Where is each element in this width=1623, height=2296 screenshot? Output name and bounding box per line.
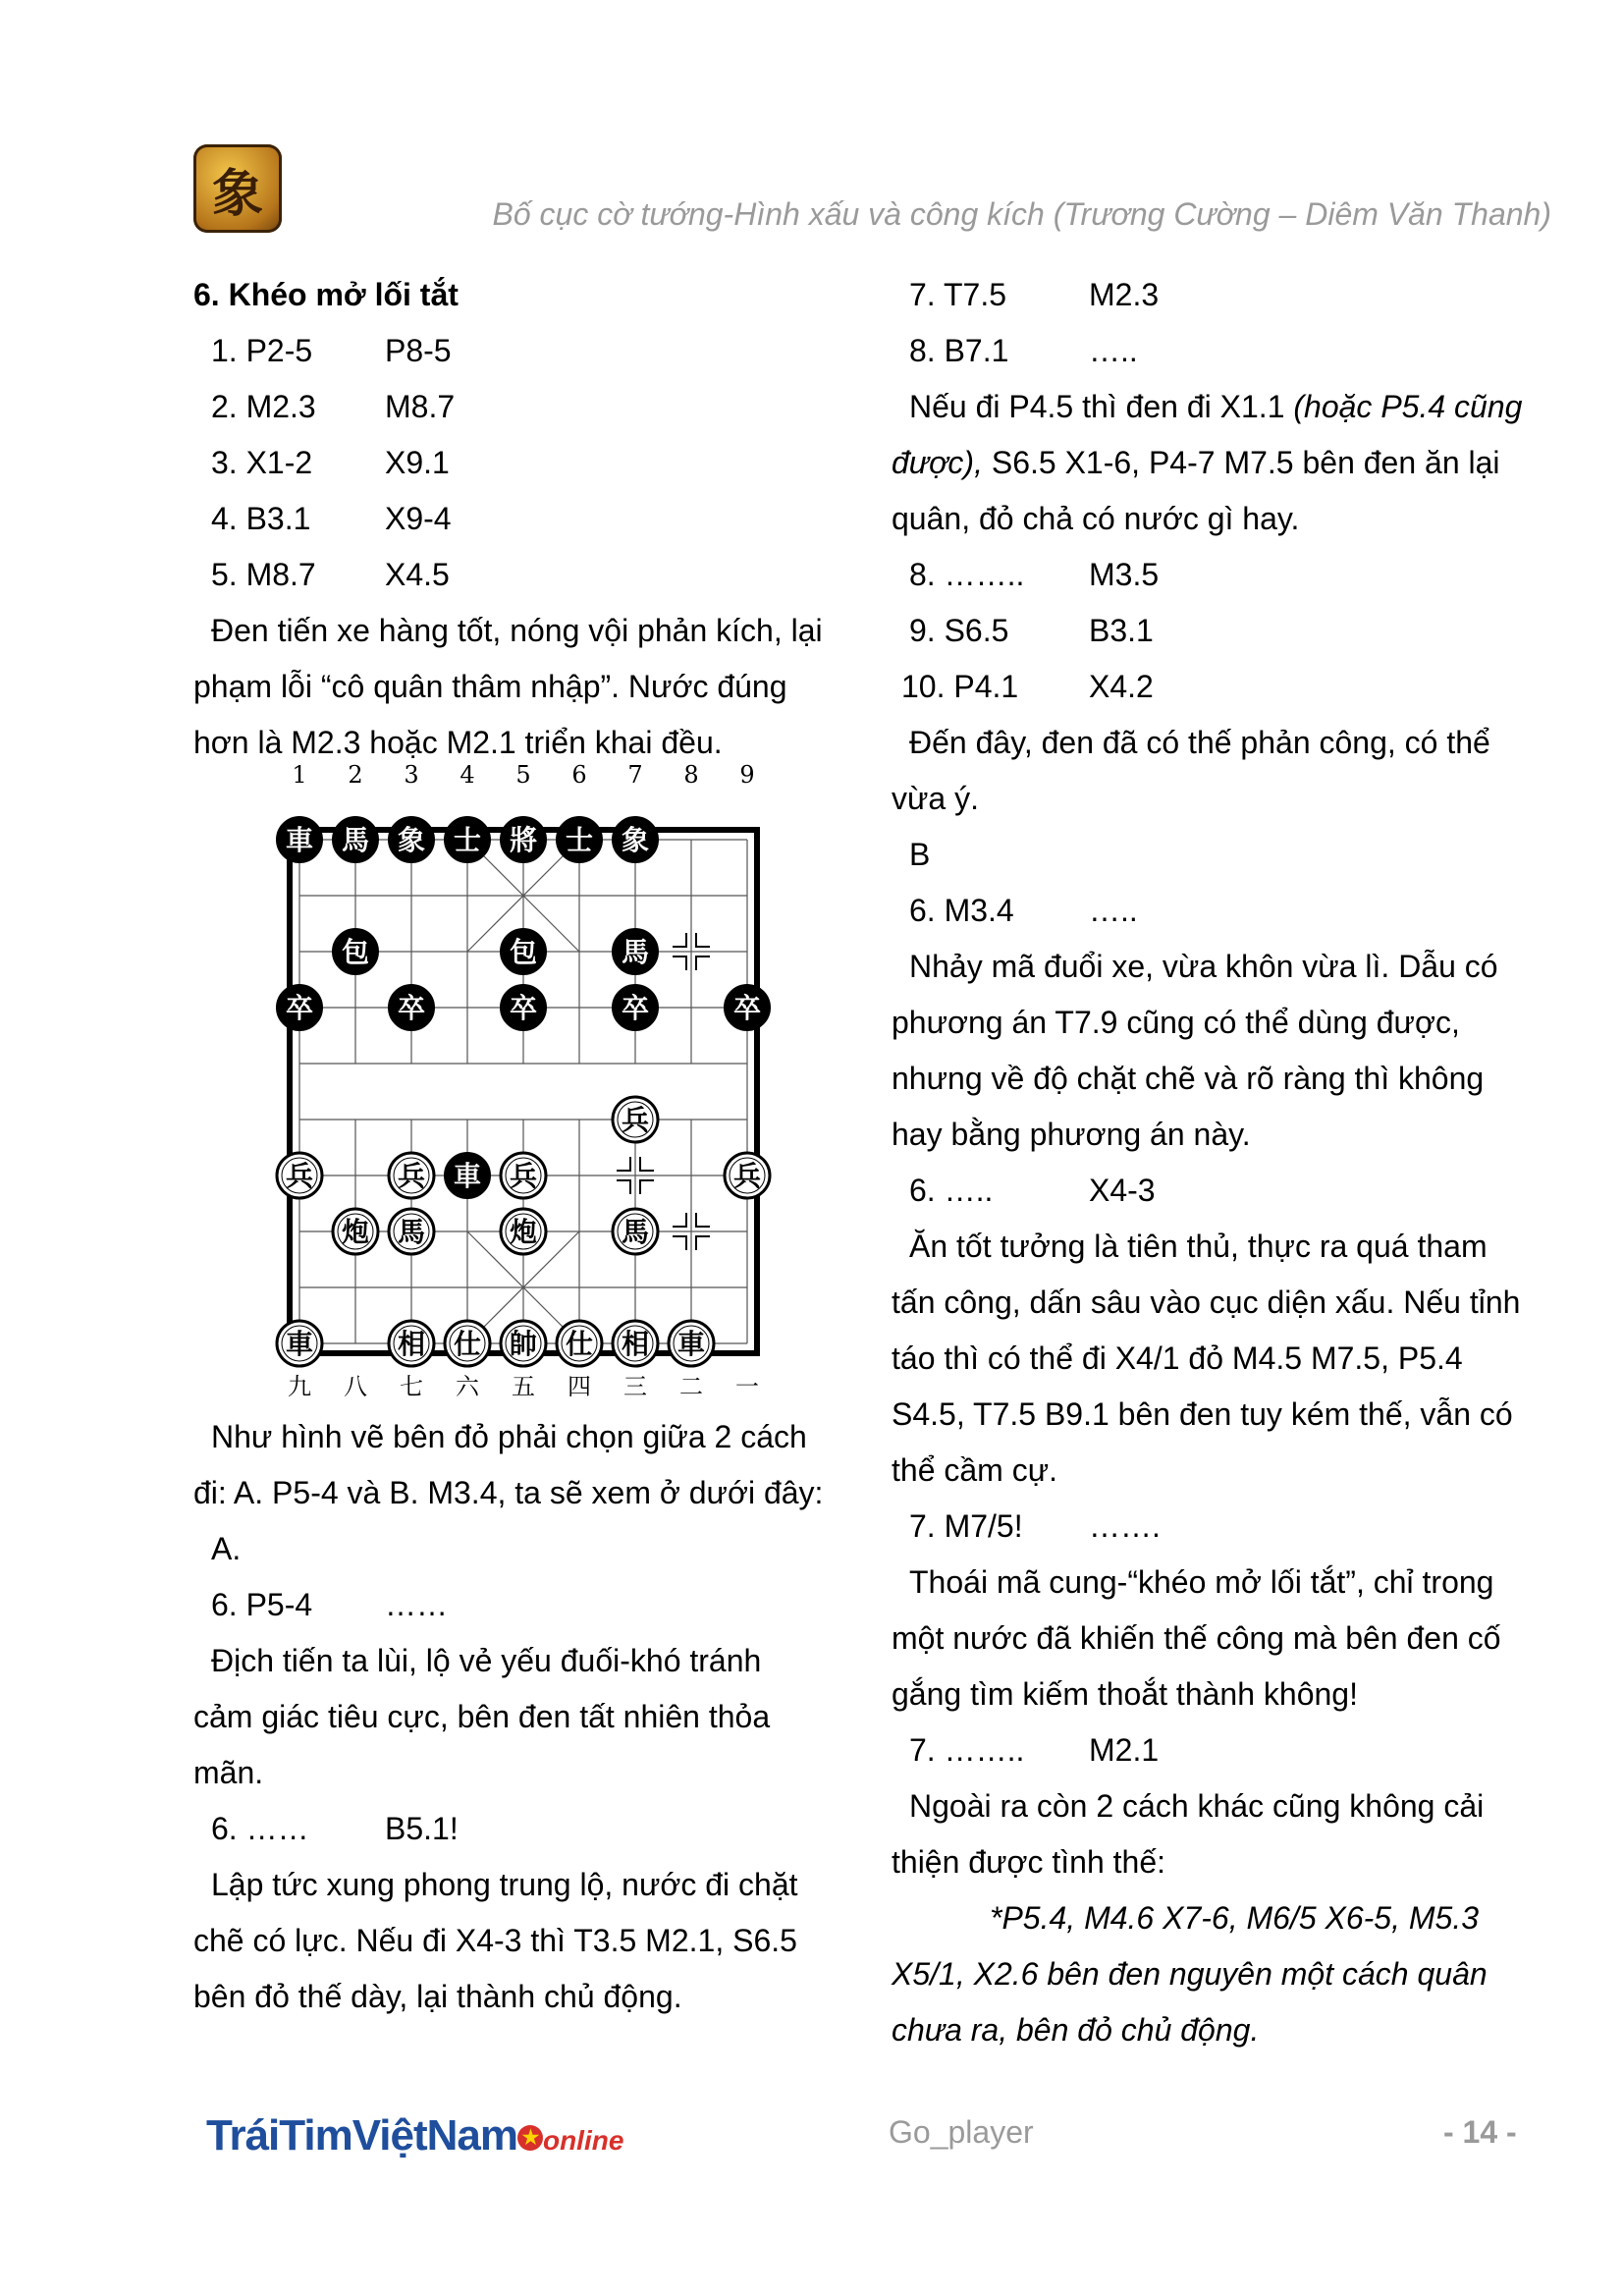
red-move: 7. …….. <box>909 1732 1025 1768</box>
red-move: 8. …….. <box>909 557 1025 592</box>
paragraph-line: Đen tiến xe hàng tốt, nóng vội phản kích, lại <box>211 613 823 648</box>
paragraph-line: S4.5, T7.5 B9.1 bên đen tuy kém thế, vẫn có <box>892 1396 1513 1432</box>
paragraph-line: tấn công, dấn sâu vào cục diện xấu. Nếu tỉnh <box>892 1285 1521 1320</box>
xiangqi-board-figure <box>265 761 785 1409</box>
black-move: M8.7 <box>385 389 456 424</box>
piece-char: 馬 <box>621 1216 650 1248</box>
paragraph-line: thể cầm cự. <box>892 1452 1058 1488</box>
footer-site-logo <box>206 2111 623 2160</box>
file-label-top: 4 <box>460 761 475 789</box>
black-move: P8-5 <box>385 333 452 368</box>
position-marker <box>696 1213 710 1227</box>
piece-char: 相 <box>621 1328 650 1360</box>
piece-char: 兵 <box>732 1160 762 1192</box>
piece-char: 車 <box>285 824 314 856</box>
paragraph-line: phạm lỗi “cô quân thâm nhập”. Nước đúng <box>193 669 787 704</box>
logo-char: 象 <box>211 163 263 224</box>
variation-label: B <box>909 837 931 872</box>
move-row <box>193 435 881 491</box>
piece-char: 士 <box>565 824 594 856</box>
piece-char: 士 <box>453 824 482 856</box>
paragraph-line: quân, đỏ chả có nước gì hay. <box>892 501 1300 536</box>
black-move: X9.1 <box>385 445 450 480</box>
file-label-top: 6 <box>571 761 587 789</box>
app-logo <box>193 144 282 233</box>
move-row <box>892 883 1569 939</box>
position-marker <box>696 1236 710 1250</box>
piece-char: 象 <box>621 824 650 856</box>
italic-run: (hoặc P5.4 cũng <box>1293 389 1523 424</box>
file-label-bottom: 六 <box>456 1373 479 1400</box>
position-marker <box>673 933 686 947</box>
paragraph-line: Thoái mã cung-“khéo mở lối tắt”, chỉ trong <box>909 1564 1494 1600</box>
italic-run: được), <box>892 445 983 480</box>
paragraph-line: phương án T7.9 cũng có thể dùng được, <box>892 1005 1460 1040</box>
piece-char: 仕 <box>453 1328 482 1360</box>
file-label-top: 7 <box>627 761 643 789</box>
piece-char: 相 <box>397 1328 426 1360</box>
piece-char: 帥 <box>509 1328 538 1360</box>
piece-char: 卒 <box>621 992 650 1024</box>
paragraph-line: hơn là M2.3 hoặc M2.1 triển khai đều. <box>193 725 723 760</box>
xiangqi-board <box>265 761 785 1409</box>
file-label-top: 5 <box>515 761 531 789</box>
paragraph-line <box>892 379 1569 435</box>
file-label-top: 9 <box>739 761 755 789</box>
black-move: X9-4 <box>385 501 452 536</box>
paragraph-line: Ngoài ra còn 2 cách khác cũng không cải <box>909 1788 1485 1824</box>
black-move: X4-3 <box>1089 1173 1156 1208</box>
red-move: 10. P4.1 <box>901 669 1019 704</box>
black-move: M2.3 <box>1089 277 1160 312</box>
red-move: 8. B7.1 <box>909 333 1009 368</box>
variation-label: A. <box>211 1531 242 1566</box>
piece-char: 馬 <box>621 936 650 968</box>
red-move: 3. X1-2 <box>211 445 313 480</box>
left-column-lower <box>193 1409 881 2025</box>
paragraph-line: *P5.4, M4.6 X7-6, M6/5 X6-5, M5.3 <box>990 1900 1480 1936</box>
piece-char: 將 <box>509 824 538 856</box>
file-label-bottom: 三 <box>623 1373 647 1400</box>
red-move: 5. M8.7 <box>211 557 316 592</box>
move-row <box>193 379 881 435</box>
move-row <box>892 1722 1569 1778</box>
move-row <box>892 603 1569 659</box>
red-move: 6. P5-4 <box>211 1587 313 1622</box>
position-marker <box>673 957 686 970</box>
left-column <box>193 267 881 771</box>
piece-char: 馬 <box>341 824 370 856</box>
piece-char: 仕 <box>565 1328 594 1360</box>
paragraph-line: Như hình vẽ bên đỏ phải chọn giữa 2 cách <box>211 1419 807 1454</box>
file-label-bottom: 八 <box>344 1373 367 1400</box>
position-marker <box>673 1236 686 1250</box>
page-header-title: Bố cục cờ tướng-Hình xấu và công kích (Trương Cường – Diêm Văn Thanh) <box>492 196 1551 232</box>
paragraph-line: Đến đây, đen đã có thế phản công, có thể <box>909 725 1490 760</box>
piece-char: 兵 <box>397 1160 426 1192</box>
paragraph-line: Ăn tốt tưởng là tiên thủ, thực ra quá tham <box>909 1229 1488 1264</box>
footer-author: Go_player <box>889 2114 1034 2150</box>
move-row <box>892 547 1569 603</box>
move-row <box>193 1801 881 1857</box>
red-move: 2. M2.3 <box>211 389 316 424</box>
red-move: 1. P2-5 <box>211 333 313 368</box>
piece-char: 車 <box>285 1328 314 1360</box>
position-marker <box>640 1157 654 1171</box>
move-row <box>193 323 881 379</box>
move-row <box>892 1499 1569 1555</box>
black-move: X4.5 <box>385 557 450 592</box>
red-move: 7. T7.5 <box>909 277 1007 312</box>
piece-char: 炮 <box>341 1216 370 1248</box>
black-move: B5.1! <box>385 1811 459 1846</box>
piece-char: 炮 <box>509 1216 538 1248</box>
piece-char: 象 <box>397 824 426 856</box>
position-marker <box>696 933 710 947</box>
paragraph-line: bên đỏ thế dày, lại thành chủ động. <box>193 1979 682 2014</box>
star-icon: ★ <box>517 2125 543 2151</box>
move-row <box>193 547 881 603</box>
move-row <box>193 1577 881 1633</box>
black-move: ……. <box>1089 1508 1161 1544</box>
black-move: ….. <box>1089 333 1138 368</box>
paragraph-line: chẽ có lực. Nếu đi X4-3 thì T3.5 M2.1, S6.5 <box>193 1923 797 1958</box>
piece-char: 卒 <box>285 992 314 1024</box>
file-label-top: 3 <box>404 761 419 789</box>
move-row <box>892 267 1569 323</box>
red-move: 9. S6.5 <box>909 613 1009 648</box>
paragraph-line: Nhảy mã đuổi xe, vừa khôn vừa lì. Dẫu có <box>909 949 1498 984</box>
text-run: S6.5 X1-6, P4-7 M7.5 bên đen ăn lại <box>982 445 1500 480</box>
section-heading: 6. Khéo mở lối tắt <box>193 277 459 312</box>
position-marker <box>617 1180 630 1194</box>
paragraph-line: cảm giác tiêu cực, bên đen tất nhiên thỏa <box>193 1699 771 1734</box>
paragraph-line: hay bằng phương án này. <box>892 1117 1251 1152</box>
paragraph-line: vừa ý. <box>892 781 979 816</box>
piece-char: 兵 <box>285 1160 314 1192</box>
piece-char: 包 <box>341 936 370 968</box>
paragraph-line: gắng tìm kiếm thoắt thành không! <box>892 1676 1358 1712</box>
piece-char: 兵 <box>621 1104 650 1136</box>
file-label-bottom: 二 <box>679 1373 703 1400</box>
move-row <box>892 323 1569 379</box>
file-label-top: 2 <box>348 761 363 789</box>
logo-text: TráiTimViệtNam <box>206 2111 517 2159</box>
paragraph-line: nhưng về độ chặt chẽ và rõ ràng thì không <box>892 1061 1485 1096</box>
piece-char: 車 <box>676 1328 706 1360</box>
file-label-top: 8 <box>683 761 699 789</box>
file-label-bottom: 九 <box>288 1373 311 1400</box>
black-move: B3.1 <box>1089 613 1154 648</box>
paragraph-line: thiện được tình thế: <box>892 1844 1166 1880</box>
move-row <box>892 1163 1569 1219</box>
black-move: M2.1 <box>1089 1732 1160 1768</box>
text-run: Nếu đi P4.5 thì đen đi X1.1 <box>909 389 1294 424</box>
file-label-bottom: 五 <box>512 1373 535 1400</box>
red-move: 4. B3.1 <box>211 501 311 536</box>
red-move: 6. M3.4 <box>909 893 1014 928</box>
paragraph-line <box>892 435 1569 491</box>
piece-char: 車 <box>453 1160 482 1192</box>
black-move: M3.5 <box>1089 557 1160 592</box>
piece-char: 馬 <box>397 1216 426 1248</box>
position-marker <box>640 1180 654 1194</box>
position-marker <box>696 957 710 970</box>
move-row <box>193 491 881 547</box>
paragraph-line: một nước đã khiến thế công mà bên đen cố <box>892 1620 1501 1656</box>
piece-char: 卒 <box>732 992 762 1024</box>
paragraph-line: Địch tiến ta lùi, lộ vẻ yếu đuối-khó tránh <box>211 1643 762 1678</box>
file-label-bottom: 七 <box>400 1373 423 1400</box>
piece-char: 卒 <box>509 992 538 1024</box>
paragraph-line: đi: A. P5-4 và B. M3.4, ta sẽ xem ở dưới đây: <box>193 1475 824 1510</box>
black-move: …… <box>385 1587 448 1622</box>
file-label-top: 1 <box>292 761 307 789</box>
piece-char: 兵 <box>509 1160 538 1192</box>
file-label-bottom: 四 <box>568 1373 591 1400</box>
black-move: X4.2 <box>1089 669 1154 704</box>
red-move: 7. M7/5! <box>909 1508 1023 1544</box>
file-label-bottom: 一 <box>735 1373 759 1400</box>
paragraph-line: chưa ra, bên đỏ chủ động. <box>892 2012 1260 2048</box>
piece-char: 包 <box>509 936 538 968</box>
paragraph-line: Lập tức xung phong trung lộ, nước đi chặt <box>211 1867 798 1902</box>
logo-online: online <box>542 2125 624 2156</box>
position-marker <box>673 1213 686 1227</box>
right-column <box>892 267 1569 2058</box>
paragraph-line: táo thì có thể đi X4/1 đỏ M4.5 M7.5, P5.4 <box>892 1340 1463 1376</box>
black-move: ….. <box>1089 893 1138 928</box>
page-number: - 14 - <box>1443 2114 1517 2150</box>
paragraph-line: mãn. <box>193 1755 264 1790</box>
paragraph-line: X5/1, X2.6 bên đen nguyên một cách quân <box>892 1956 1488 1992</box>
move-row <box>892 659 1569 715</box>
position-marker <box>617 1157 630 1171</box>
piece-char: 卒 <box>397 992 426 1024</box>
red-move: 6. …… <box>211 1811 309 1846</box>
red-move: 6. ….. <box>909 1173 994 1208</box>
